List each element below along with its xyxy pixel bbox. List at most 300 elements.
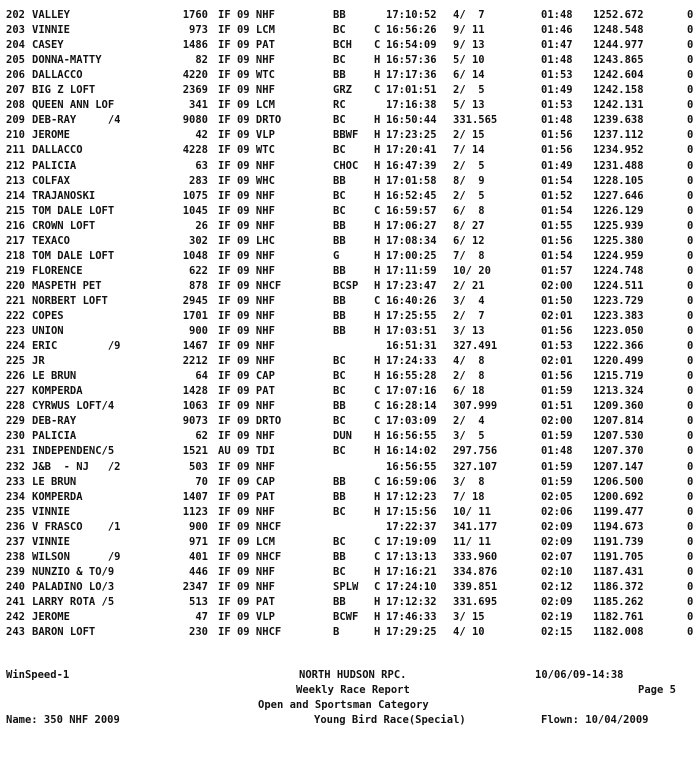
points-cell: 0 <box>687 114 694 127</box>
flight-time-cell: 01:48 <box>541 114 573 127</box>
arrival-time-cell: 17:00:25 <box>386 249 437 262</box>
standing-cell: 334.876 <box>453 565 498 578</box>
color-cell: BB <box>333 174 346 187</box>
loft-name-cell: FLORENCE <box>32 264 83 277</box>
position-cell: 213 <box>6 174 25 187</box>
position-cell: 221 <box>6 294 25 307</box>
sex-cell: H <box>374 611 381 623</box>
club-cell: IF 09 NHCF <box>218 626 282 639</box>
club-cell: IF 09 LCM <box>218 535 275 548</box>
race-type: Young Bird Race(Special) <box>314 714 466 726</box>
sex-cell: H <box>374 505 381 518</box>
arrival-time-cell: 17:16:21 <box>386 565 437 578</box>
flight-time-cell: 01:56 <box>541 129 573 142</box>
band-number-cell: 1521 <box>182 445 208 458</box>
flight-time-cell: 02:01 <box>541 355 573 368</box>
points-cell: 0 <box>687 535 694 548</box>
loft-name-cell: VINNIE <box>32 535 70 548</box>
club-cell: IF 09 NHF <box>218 219 275 232</box>
flight-time-cell: 02:15 <box>541 626 573 639</box>
table-row <box>0 536 700 551</box>
table-row <box>0 461 700 476</box>
arrival-time-cell: 17:20:41 <box>386 144 437 157</box>
sex-cell: H <box>374 445 381 458</box>
club-cell: IF 09 CAP <box>218 370 275 383</box>
standing-cell: 339.851 <box>453 580 498 593</box>
loft-name-cell: TOM DALE LOFT <box>32 249 115 262</box>
position-cell: 228 <box>6 400 25 413</box>
footer-line-2 <box>0 684 700 699</box>
club-cell: IF 09 NHF <box>218 325 275 338</box>
table-row <box>0 250 700 265</box>
loft-name-cell: DONNA-MATTY <box>32 54 102 67</box>
table-row <box>0 54 700 69</box>
color-cell: BB <box>333 310 346 322</box>
arrival-time-cell: 16:28:14 <box>386 400 437 413</box>
position-cell: 229 <box>6 415 25 428</box>
speed-cell: 1252.672 <box>593 9 644 21</box>
points-cell: 0 <box>687 84 694 97</box>
arrival-time-cell: 16:55:28 <box>386 370 437 383</box>
arrival-time-cell: 17:06:27 <box>386 219 437 232</box>
flight-time-cell: 01:55 <box>541 219 573 232</box>
position-cell: 212 <box>6 159 25 172</box>
position-cell: 225 <box>6 355 25 368</box>
loft-name-cell: TOM DALE LOFT <box>32 204 115 217</box>
arrival-time-cell: 17:01:51 <box>386 84 437 97</box>
standing-cell: 331.695 <box>453 595 498 608</box>
position-cell: 211 <box>6 144 25 157</box>
band-number-cell: 1428 <box>182 385 208 398</box>
club-cell: IF 09 PAT <box>218 385 275 398</box>
speed-cell: 1234.952 <box>593 144 644 157</box>
position-cell: 224 <box>6 340 25 353</box>
arrival-time-cell: 16:56:26 <box>386 24 437 37</box>
points-cell: 0 <box>687 445 694 458</box>
flight-time-cell: 01:59 <box>541 475 573 488</box>
table-row <box>0 445 700 460</box>
loft-name-cell: COLFAX <box>32 174 70 187</box>
color-cell: BB <box>333 219 346 232</box>
table-row <box>0 129 700 144</box>
standing-cell: 331.565 <box>453 114 498 127</box>
table-row <box>0 160 700 175</box>
club-cell: IF 09 NHCF <box>218 279 282 292</box>
position-cell: 202 <box>6 9 25 21</box>
band-number-cell: 2369 <box>182 84 208 97</box>
sex-cell: C <box>374 415 381 428</box>
position-cell: 220 <box>6 279 25 292</box>
loft-name-cell: JR <box>32 355 45 368</box>
arrival-time-cell: 16:14:02 <box>386 445 437 458</box>
loft-name-cell: KOMPERDA <box>32 385 83 398</box>
points-cell: 0 <box>687 294 694 307</box>
color-cell: BC <box>333 189 346 202</box>
color-cell: BB <box>333 595 346 608</box>
flight-time-cell: 02:12 <box>541 580 573 593</box>
position-cell: 227 <box>6 385 25 398</box>
club-cell: IF 09 NHF <box>218 189 275 202</box>
table-row <box>0 566 700 581</box>
table-row <box>0 521 700 536</box>
arrival-time-cell: 16:59:06 <box>386 475 437 488</box>
standing-cell: 341.177 <box>453 520 498 533</box>
band-number-cell: 446 <box>189 565 208 578</box>
loft-name-cell: DEB-RAY /4 <box>32 114 121 127</box>
points-cell: 0 <box>687 550 694 563</box>
flight-time-cell: 02:19 <box>541 611 573 623</box>
table-row <box>0 220 700 235</box>
arrival-time-cell: 16:47:39 <box>386 159 437 172</box>
color-cell: BC <box>333 535 346 548</box>
position-cell: 223 <box>6 325 25 338</box>
speed-cell: 1186.372 <box>593 580 644 593</box>
points-cell: 0 <box>687 626 694 639</box>
table-row <box>0 355 700 370</box>
table-row <box>0 295 700 310</box>
loft-name-cell: COPES <box>32 310 64 322</box>
standing-cell: 2/ 8 <box>453 370 485 383</box>
color-cell: BC <box>333 370 346 383</box>
sex-cell: H <box>374 234 381 247</box>
flight-time-cell: 02:07 <box>541 550 573 563</box>
standing-cell: 3/ 15 <box>453 611 485 623</box>
standing-cell: 5/ 13 <box>453 99 485 112</box>
table-row <box>0 175 700 190</box>
table-row <box>0 310 700 325</box>
loft-name-cell: KOMPERDA <box>32 490 83 503</box>
club-cell: IF 09 VLP <box>218 611 275 623</box>
band-number-cell: 1760 <box>182 9 208 21</box>
points-cell: 0 <box>687 580 694 593</box>
points-cell: 0 <box>687 219 694 232</box>
report-datetime: 10/06/09-14:38 <box>535 669 624 681</box>
speed-cell: 1242.158 <box>593 84 644 97</box>
club-cell: IF 09 NHF <box>218 400 275 413</box>
position-cell: 226 <box>6 370 25 383</box>
standing-cell: 6/ 18 <box>453 385 485 398</box>
table-row <box>0 325 700 340</box>
sex-cell: C <box>374 204 381 217</box>
color-cell: BB <box>333 69 346 82</box>
club-cell: IF 09 PAT <box>218 490 275 503</box>
band-number-cell: 1467 <box>182 340 208 353</box>
band-number-cell: 62 <box>195 430 208 443</box>
position-cell: 203 <box>6 24 25 37</box>
loft-name-cell: DEB-RAY <box>32 415 77 428</box>
position-cell: 215 <box>6 204 25 217</box>
arrival-time-cell: 16:57:36 <box>386 54 437 67</box>
flight-time-cell: 02:00 <box>541 415 573 428</box>
position-cell: 207 <box>6 84 25 97</box>
club-cell: IF 09 CAP <box>218 475 275 488</box>
club-cell: IF 09 LCM <box>218 99 275 112</box>
standing-cell: 2/ 7 <box>453 310 485 322</box>
position-cell: 232 <box>6 460 25 473</box>
arrival-time-cell: 17:12:23 <box>386 490 437 503</box>
speed-cell: 1215.719 <box>593 370 644 383</box>
band-number-cell: 230 <box>189 626 208 639</box>
flight-time-cell: 02:09 <box>541 520 573 533</box>
color-cell: BCH <box>333 39 352 52</box>
loft-name-cell: VALLEY <box>32 9 70 21</box>
club-cell: IF 09 WTC <box>218 144 275 157</box>
arrival-time-cell: 17:24:10 <box>386 580 437 593</box>
color-cell: BC <box>333 415 346 428</box>
sex-cell: C <box>374 385 381 398</box>
club-cell: IF 09 LHC <box>218 234 275 247</box>
position-cell: 241 <box>6 595 25 608</box>
arrival-time-cell: 17:07:16 <box>386 385 437 398</box>
loft-name-cell: PALICIA <box>32 430 77 443</box>
loft-name-cell: NUNZIO & TO/9 <box>32 565 115 578</box>
position-cell: 214 <box>6 189 25 202</box>
speed-cell: 1207.370 <box>593 445 644 458</box>
loft-name-cell: DALLACCO <box>32 69 83 82</box>
flight-time-cell: 01:59 <box>541 385 573 398</box>
table-row <box>0 340 700 355</box>
sex-cell: C <box>374 550 381 563</box>
flight-time-cell: 01:57 <box>541 264 573 277</box>
points-cell: 0 <box>687 249 694 262</box>
speed-cell: 1185.262 <box>593 595 644 608</box>
position-cell: 210 <box>6 129 25 142</box>
position-cell: 217 <box>6 234 25 247</box>
flight-time-cell: 01:50 <box>541 294 573 307</box>
position-cell: 205 <box>6 54 25 67</box>
loft-name-cell: JEROME <box>32 129 70 142</box>
speed-cell: 1206.500 <box>593 475 644 488</box>
club-cell: IF 09 NHF <box>218 430 275 443</box>
table-row <box>0 551 700 566</box>
points-cell: 0 <box>687 520 694 533</box>
points-cell: 0 <box>687 490 694 503</box>
loft-name-cell: ERIC /9 <box>32 340 121 353</box>
band-number-cell: 4228 <box>182 144 208 157</box>
points-cell: 0 <box>687 9 694 21</box>
table-row <box>0 626 700 641</box>
speed-cell: 1248.548 <box>593 24 644 37</box>
sex-cell: H <box>374 114 381 127</box>
band-number-cell: 1048 <box>182 249 208 262</box>
position-cell: 206 <box>6 69 25 82</box>
club-cell: IF 09 NHF <box>218 460 275 473</box>
position-cell: 236 <box>6 520 25 533</box>
speed-cell: 1224.959 <box>593 249 644 262</box>
arrival-time-cell: 17:03:51 <box>386 325 437 338</box>
band-number-cell: 900 <box>189 520 208 533</box>
points-cell: 0 <box>687 174 694 187</box>
speed-cell: 1182.761 <box>593 611 644 623</box>
arrival-time-cell: 16:54:09 <box>386 39 437 52</box>
arrival-time-cell: 16:52:45 <box>386 189 437 202</box>
band-number-cell: 513 <box>189 595 208 608</box>
loft-name-cell: CROWN LOFT <box>32 219 96 232</box>
sex-cell: C <box>374 535 381 548</box>
flight-time-cell: 02:05 <box>541 490 573 503</box>
color-cell: BC <box>333 54 346 67</box>
loft-name-cell: MASPETH PET <box>32 279 102 292</box>
position-cell: 237 <box>6 535 25 548</box>
position-cell: 208 <box>6 99 25 112</box>
color-cell: BB <box>333 264 346 277</box>
speed-cell: 1225.380 <box>593 234 644 247</box>
arrival-time-cell: 16:51:31 <box>386 340 437 353</box>
club-cell: IF 09 NHF <box>218 84 275 97</box>
arrival-time-cell: 17:24:33 <box>386 355 437 368</box>
sex-cell: H <box>374 310 381 322</box>
flight-time-cell: 01:53 <box>541 340 573 353</box>
sex-cell: H <box>374 219 381 232</box>
loft-name-cell: VINNIE <box>32 24 70 37</box>
standing-cell: 6/ 8 <box>453 204 485 217</box>
club-cell: IF 09 NHF <box>218 580 275 593</box>
arrival-time-cell: 17:23:47 <box>386 279 437 292</box>
arrival-time-cell: 17:17:36 <box>386 69 437 82</box>
speed-cell: 1243.865 <box>593 54 644 67</box>
club-cell: AU 09 TDI <box>218 445 275 458</box>
band-number-cell: 9073 <box>182 415 208 428</box>
club-cell: IF 09 NHF <box>218 249 275 262</box>
points-cell: 0 <box>687 595 694 608</box>
speed-cell: 1242.131 <box>593 99 644 112</box>
category-label: Open and Sportsman Category <box>258 699 429 711</box>
points-cell: 0 <box>687 385 694 398</box>
speed-cell: 1223.729 <box>593 294 644 307</box>
report-title: Weekly Race Report <box>296 684 410 696</box>
sex-cell: C <box>374 39 381 52</box>
table-row <box>0 9 700 24</box>
flight-time-cell: 01:53 <box>541 99 573 112</box>
sex-cell: H <box>374 129 381 142</box>
band-number-cell: 401 <box>189 550 208 563</box>
club-cell: IF 09 NHF <box>218 355 275 368</box>
color-cell: BB <box>333 234 346 247</box>
arrival-time-cell: 16:50:44 <box>386 114 437 127</box>
flight-time-cell: 01:53 <box>541 69 573 82</box>
club-cell: IF 09 NHF <box>218 310 275 322</box>
club-cell: IF 09 NHF <box>218 204 275 217</box>
flight-time-cell: 01:59 <box>541 430 573 443</box>
speed-cell: 1199.477 <box>593 505 644 518</box>
table-row <box>0 265 700 280</box>
flight-time-cell: 01:49 <box>541 84 573 97</box>
position-cell: 216 <box>6 219 25 232</box>
speed-cell: 1213.324 <box>593 385 644 398</box>
club-cell: IF 09 PAT <box>218 595 275 608</box>
club-cell: IF 09 LCM <box>218 24 275 37</box>
points-cell: 0 <box>687 355 694 368</box>
arrival-time-cell: 17:46:33 <box>386 611 437 623</box>
organization-name: NORTH HUDSON RPC. <box>299 669 407 681</box>
standing-cell: 2/ 5 <box>453 189 485 202</box>
speed-cell: 1209.360 <box>593 400 644 413</box>
table-row <box>0 99 700 114</box>
table-row <box>0 596 700 611</box>
band-number-cell: 1123 <box>182 505 208 518</box>
speed-cell: 1182.008 <box>593 626 644 639</box>
sex-cell: H <box>374 69 381 82</box>
points-cell: 0 <box>687 24 694 37</box>
standing-cell: 327.107 <box>453 460 498 473</box>
position-cell: 209 <box>6 114 25 127</box>
flight-time-cell: 01:48 <box>541 445 573 458</box>
flight-time-cell: 02:09 <box>541 535 573 548</box>
standing-cell: 10/ 20 <box>453 264 491 277</box>
standing-cell: 8/ 9 <box>453 174 485 187</box>
band-number-cell: 47 <box>195 611 208 623</box>
color-cell: BC <box>333 24 346 37</box>
band-number-cell: 622 <box>189 264 208 277</box>
arrival-time-cell: 16:59:57 <box>386 204 437 217</box>
standing-cell: 307.999 <box>453 400 498 413</box>
points-cell: 0 <box>687 159 694 172</box>
points-cell: 0 <box>687 99 694 112</box>
table-row <box>0 430 700 445</box>
color-cell: BC <box>333 445 346 458</box>
position-cell: 234 <box>6 490 25 503</box>
color-cell: BB <box>333 325 346 338</box>
standing-cell: 3/ 5 <box>453 430 485 443</box>
standing-cell: 3/ 4 <box>453 294 485 307</box>
color-cell: CHOC <box>333 159 359 172</box>
loft-name-cell: BIG Z LOFT <box>32 84 96 97</box>
footer-line-3 <box>0 699 700 714</box>
position-cell: 231 <box>6 445 25 458</box>
band-number-cell: 42 <box>195 129 208 142</box>
position-cell: 238 <box>6 550 25 563</box>
sex-cell: H <box>374 54 381 67</box>
color-cell: G <box>333 249 340 262</box>
loft-name-cell: VINNIE <box>32 505 70 518</box>
loft-name-cell: JEROME <box>32 611 70 623</box>
speed-cell: 1228.105 <box>593 174 644 187</box>
loft-name-cell: DALLACCO <box>32 144 83 157</box>
arrival-time-cell: 17:25:55 <box>386 310 437 322</box>
speed-cell: 1224.748 <box>593 264 644 277</box>
table-row <box>0 476 700 491</box>
flight-time-cell: 01:54 <box>541 249 573 262</box>
points-cell: 0 <box>687 234 694 247</box>
color-cell: BBWF <box>333 129 359 142</box>
sex-cell: H <box>374 595 381 608</box>
flight-time-cell: 01:54 <box>541 174 573 187</box>
sex-cell: C <box>374 84 381 97</box>
standing-cell: 327.491 <box>453 340 498 353</box>
color-cell: BB <box>333 294 346 307</box>
standing-cell: 7/ 14 <box>453 144 485 157</box>
sex-cell: H <box>374 430 381 443</box>
table-row <box>0 190 700 205</box>
table-row <box>0 506 700 521</box>
sex-cell: H <box>374 264 381 277</box>
points-cell: 0 <box>687 505 694 518</box>
sex-cell: H <box>374 370 381 383</box>
color-cell: BC <box>333 385 346 398</box>
position-cell: 219 <box>6 264 25 277</box>
color-cell: BB <box>333 475 346 488</box>
standing-cell: 7/ 8 <box>453 249 485 262</box>
points-cell: 0 <box>687 144 694 157</box>
points-cell: 0 <box>687 69 694 82</box>
table-row <box>0 114 700 129</box>
standing-cell: 6/ 12 <box>453 234 485 247</box>
page-number: Page 5 <box>638 684 676 696</box>
points-cell: 0 <box>687 279 694 292</box>
software-name: WinSpeed-1 <box>6 669 70 681</box>
color-cell: BB <box>333 490 346 503</box>
color-cell: BCSP <box>333 279 359 292</box>
